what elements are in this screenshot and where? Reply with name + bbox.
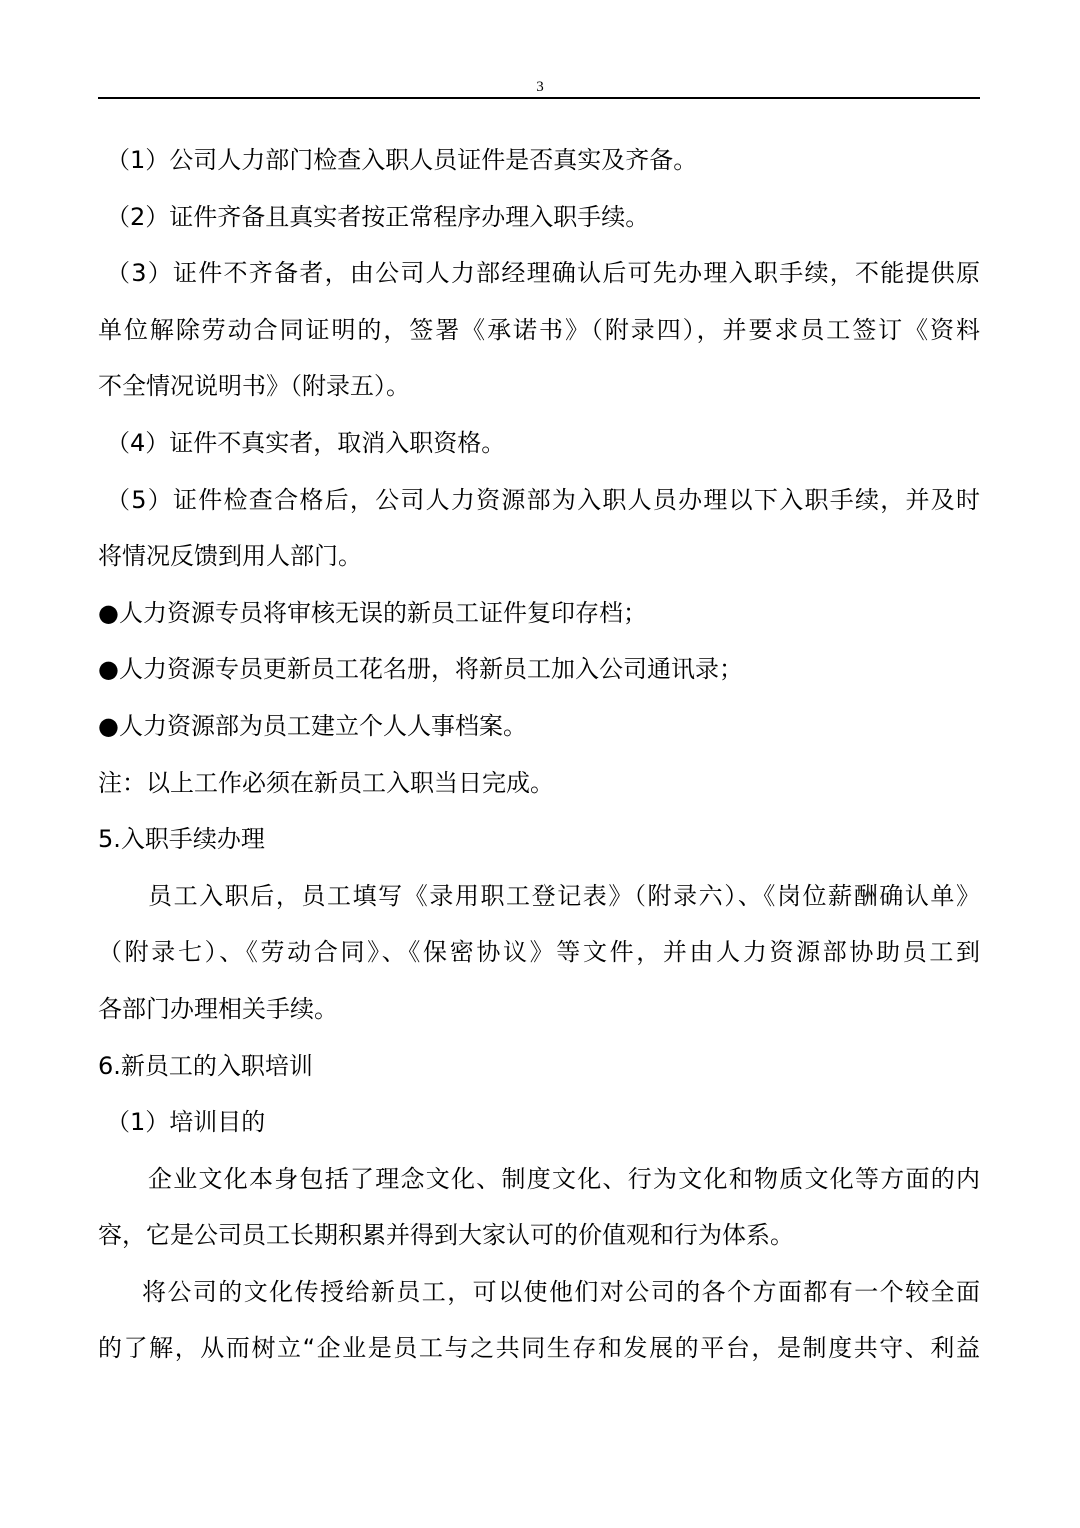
paragraph-line: （3）证件不齐备者，由公司人力部经理确认后可先办理入职手续，不能提供原: [106, 259, 980, 288]
paragraph-line: 企业文化本身包括了理念文化、制度文化、行为文化和物质文化等方面的内: [148, 1164, 980, 1193]
document-body: [98, 132, 980, 1377]
page-number: 3: [536, 79, 544, 95]
header-rule: [98, 97, 980, 99]
bullet-line: ●人力资源部为员工建立个人人事档案。: [98, 711, 527, 740]
paragraph-line: （5）证件检查合格后，公司人力资源部为入职人员办理以下入职手续，并及时: [106, 485, 980, 514]
paragraph-line: 容，它是公司员工长期积累并得到大家认可的价值观和行为体系。: [98, 1221, 794, 1250]
paragraph-line: 各部门办理相关手续。: [98, 994, 338, 1023]
paragraph-line: （附录七）、《劳动合同》、《保密协议》等文件，并由人力资源部协助员工到: [98, 938, 980, 967]
paragraph-line: 单位解除劳动合同证明的，签署《承诺书》（附录四），并要求员工签订《资料: [98, 315, 980, 344]
subsection-heading: （1）培训目的: [106, 1108, 266, 1137]
paragraph-line: （2）证件齐备且真实者按正常程序办理入职手续。: [106, 202, 650, 231]
paragraph-line: 将情况反馈到用人部门。: [98, 542, 362, 571]
section-heading: 6.新员工的入职培训: [98, 1051, 313, 1080]
section-heading: 5.入职手续办理: [98, 825, 265, 854]
note-line: 注：以上工作必须在新员工入职当日完成。: [98, 768, 554, 797]
paragraph-line: 的了解，从而树立“企业是员工与之共同生存和发展的平台，是制度共守、利益: [98, 1334, 980, 1363]
paragraph-line: 员工入职后，员工填写《录用职工登记表》（附录六）、《岗位薪酬确认单》: [148, 881, 980, 910]
paragraph-line: 将公司的文化传授给新员工，可以使他们对公司的各个方面都有一个较全面: [142, 1277, 980, 1306]
paragraph-line: （4）证件不真实者，取消入职资格。: [106, 428, 506, 457]
paragraph-line: 不全情况说明书》（附录五）。: [98, 372, 410, 401]
bullet-line: ●人力资源专员将审核无误的新员工证件复印存档；: [98, 598, 647, 627]
bullet-line: ●人力资源专员更新员工花名册，将新员工加入公司通讯录；: [98, 655, 743, 684]
paragraph-line: （1）公司人力部门检查入职人员证件是否真实及齐备。: [106, 146, 698, 174]
